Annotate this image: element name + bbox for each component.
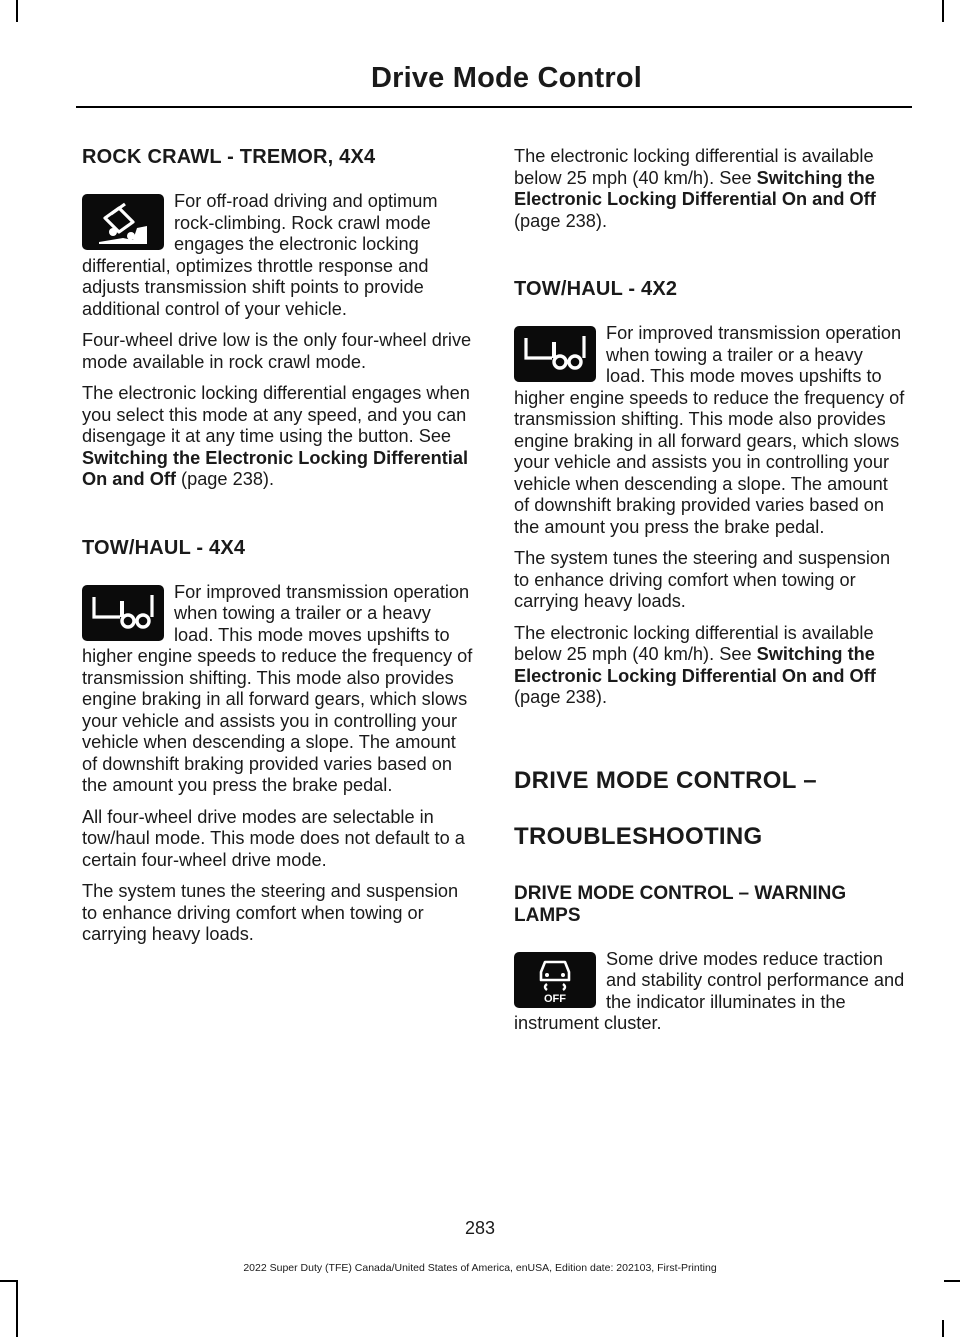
tow-haul-4x4-section bbox=[82, 537, 474, 946]
troubleshooting-heading-line2: TROUBLESHOOTING bbox=[514, 822, 763, 850]
rock-crawl-icon bbox=[82, 194, 164, 250]
eld-xref-link[interactable]: Switching the Electronic Locking Differential On and Off bbox=[514, 167, 876, 209]
tow-haul-4x2-steering-note: The system tunes the steering and suspension to enhance driving comfort when towing or carrying heavy loads. bbox=[514, 548, 891, 611]
svg-text:OFF: OFF bbox=[544, 992, 566, 1004]
tow-haul-4x4-heading: TOW/HAUL - 4X4 bbox=[82, 536, 246, 559]
troubleshooting-heading-line1: DRIVE MODE CONTROL – bbox=[514, 766, 817, 794]
crop-mark-bottom-right bbox=[944, 1280, 960, 1282]
eld-xref-link[interactable]: Switching the Electronic Locking Differential On and Off bbox=[82, 447, 469, 489]
rock-crawl-4wd-note: Four-wheel drive low is the only four-wheel drive mode available in rock crawl mode. bbox=[82, 330, 472, 372]
tow-haul-4x2-section bbox=[514, 278, 906, 709]
tow-haul-4x2-eld-note: The electronic locking differential is available below 25 mph (40 km/h). See Switching the Electronic Locking Differential On and Off (page 238). bbox=[514, 622, 876, 707]
tow-haul-4x4-modes-note: All four-wheel drive modes are selectable in tow/haul mode. This mode does not default to a certain four-wheel drive mode. bbox=[82, 806, 465, 870]
left-column bbox=[82, 146, 474, 956]
troubleshooting-section bbox=[514, 753, 906, 1035]
crop-mark-bottom-left bbox=[0, 1280, 16, 1282]
eld-xref-link[interactable]: Switching the Electronic Locking Differential On and Off bbox=[514, 644, 876, 686]
tow-haul-icon bbox=[514, 326, 596, 382]
rock-crawl-heading: ROCK CRAWL - TREMOR, 4X4 bbox=[82, 146, 376, 168]
right-column bbox=[514, 146, 906, 1045]
rock-crawl-eld-note: The electronic locking differential engages when you select this mode at any speed, and you can disengage it at any time using the button. See Switching the Electronic Locking Differential On and Off (page 238). bbox=[82, 383, 470, 489]
eld-availability-note: The electronic locking differential is available below 25 mph (40 km/h). See Switching the Electronic Locking Differential On and Off (page 238). bbox=[514, 146, 876, 231]
tow-haul-4x2-heading: TOW/HAUL - 4X2 bbox=[514, 278, 678, 300]
edition-footer: 2022 Super Duty (TFE) Canada/United States of America, enUSA, Edition date: 202103, First-Printing bbox=[243, 1262, 717, 1274]
warning-lamps-description: Some drive modes reduce traction and stability control performance and the indicator illuminates in the instrument cluster. bbox=[514, 948, 905, 1033]
tow-haul-4x2-description: For improved transmission operation when towing a trailer or a heavy load. This mode moves upshifts to higher engine speeds to reduce the frequency of transmission shifting. This mode also provides engine braking in all forward gears, which slows your vehicle and assists you in controlling your vehicle when descending a slope. The amount of downshift braking provided varies based on the amount you press the brake pedal. bbox=[514, 323, 905, 537]
warning-lamps-heading: DRIVE MODE CONTROL – WARNING LAMPS bbox=[514, 882, 847, 926]
page-number: 283 bbox=[464, 1218, 496, 1238]
tow-haul-icon bbox=[82, 585, 164, 641]
crop-mark-top-left bbox=[16, 0, 18, 22]
tow-haul-4x4-steering-note: The system tunes the steering and suspension to enhance driving comfort when towing or carrying heavy loads. bbox=[82, 881, 459, 944]
header-rule bbox=[76, 106, 912, 108]
rock-crawl-description: For off-road driving and optimum rock-climbing. Rock crawl mode engages the electronic locking differential, optimizes throttle response and adjusts transmission shift points to provide additional control of your vehicle. bbox=[82, 191, 438, 319]
traction-control-off-icon bbox=[514, 952, 596, 1008]
tow-haul-4x4-description: For improved transmission operation when towing a trailer or a heavy load. This mode moves upshifts to higher engine speeds to reduce the frequency of transmission shifting. This mode also provides engine braking in all forward gears, which slows your vehicle and assists you in controlling your vehicle when descending a slope. The amount of downshift braking provided varies based on the amount you press the brake pedal. bbox=[82, 581, 473, 795]
rock-crawl-section bbox=[82, 146, 474, 491]
crop-mark-top-right bbox=[942, 0, 944, 22]
crop-mark-bottom-left-v bbox=[16, 1280, 18, 1337]
crop-mark-bottom-right-v bbox=[942, 1320, 944, 1337]
page-title: Drive Mode Control bbox=[370, 62, 642, 94]
